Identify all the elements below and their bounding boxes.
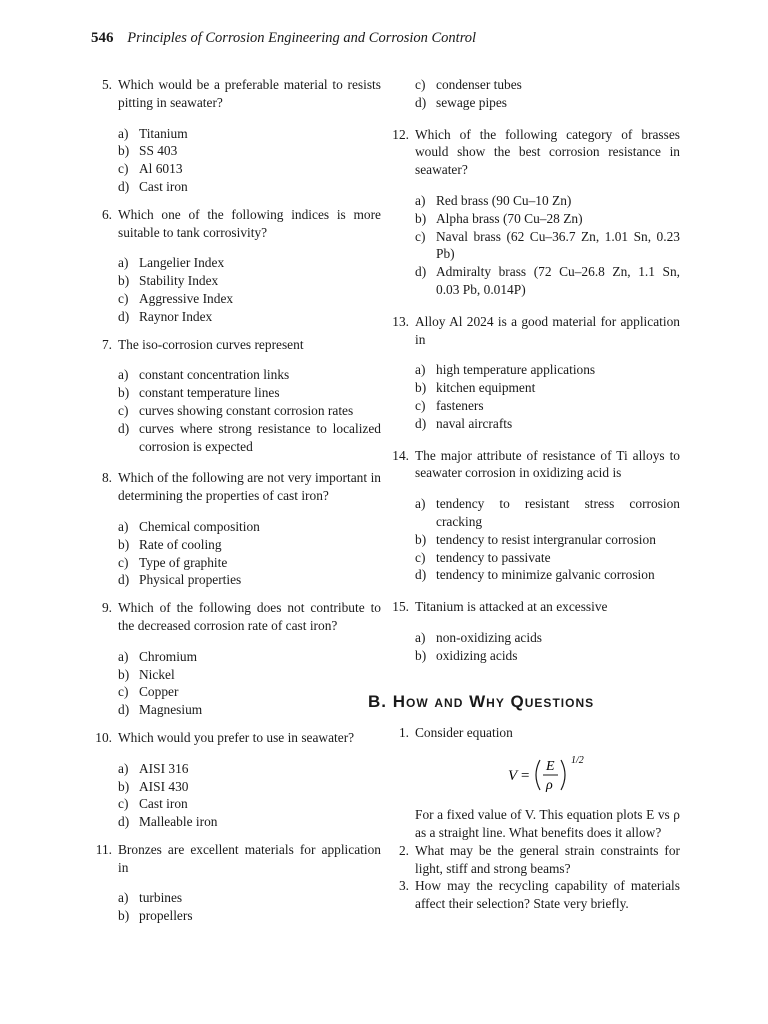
question-number: 13.: [392, 313, 409, 329]
option-text: Al 6013: [139, 161, 183, 177]
option-item: [91, 160, 381, 178]
option-item: [388, 397, 680, 415]
option-item: [91, 420, 381, 456]
option-item: [91, 254, 381, 272]
option-letter: a): [118, 125, 129, 141]
left-paren: [536, 760, 540, 790]
option-letter: a): [415, 496, 426, 512]
option-item: [388, 379, 680, 397]
option-text: condenser tubes: [436, 77, 522, 92]
question-text: Alloy Al 2024 is a good material for application in: [415, 313, 680, 347]
option-item: [91, 308, 381, 326]
option-item: [91, 813, 381, 831]
option-text: Aggressive Index: [139, 290, 234, 306]
question-number: 2.: [398, 842, 409, 858]
option-letter: b): [118, 143, 130, 159]
equation-exponent: 1/2: [571, 755, 584, 767]
question-9: [91, 599, 381, 719]
right-column: [368, 76, 680, 913]
option-letter: c): [118, 684, 129, 700]
option-letter: c): [118, 554, 129, 570]
equation: [420, 752, 680, 796]
question-number: 5.: [101, 77, 112, 92]
question-number: 12.: [392, 126, 409, 142]
question-8: [91, 469, 381, 589]
option-text: Type of graphite: [139, 554, 228, 570]
question-number: 14.: [392, 447, 409, 463]
option-text: Chromium: [139, 648, 198, 664]
option-text: sewage pipes: [436, 94, 508, 110]
option-letter: b): [118, 778, 130, 794]
option-letter: b): [118, 908, 130, 924]
option-letter: d): [415, 567, 427, 583]
question-text: What may be the general strain constraints for light, stiff and strong beams?: [415, 842, 680, 876]
option-list: [388, 192, 680, 299]
option-text: fasteners: [436, 397, 484, 413]
option-text: tendency to passivate: [436, 549, 551, 565]
option-item: [91, 683, 381, 701]
option-item: [388, 228, 680, 264]
option-item: [388, 629, 680, 647]
equation-denominator: ρ: [546, 778, 553, 794]
right-paren: [561, 760, 565, 790]
how-why-question-3: [388, 877, 680, 913]
option-letter: a): [118, 760, 129, 776]
option-item: [388, 495, 680, 531]
question-5: [91, 76, 381, 196]
option-letter: b): [118, 536, 130, 552]
option-text: curves where strong resistance to localized corrosion is expected: [139, 420, 381, 454]
question-text: Titanium is attacked at an excessive: [415, 599, 608, 615]
question-text: Consider equation: [415, 725, 513, 741]
option-text: high temperature applications: [436, 362, 596, 378]
question-text: For a fixed value of V. This equation plots E vs ρ as a straight line. What benefits does it allow?: [415, 807, 680, 840]
question-text: The major attribute of resistance of Ti alloys to seawater corrosion in oxidizing acid is: [415, 447, 680, 481]
question-text: Which of the following category of brasses would show the best corrosion resistance in seawater?: [415, 126, 680, 178]
option-item: [388, 647, 680, 665]
option-letter: d): [415, 264, 427, 280]
option-item: [388, 566, 680, 584]
option-item: [91, 402, 381, 420]
equation-lhs: V: [508, 768, 518, 785]
option-text: Stability Index: [139, 273, 219, 289]
question-11: [91, 841, 381, 925]
option-item: [91, 648, 381, 666]
option-text: propellers: [139, 908, 193, 924]
question-text: Which would you prefer to use in seawater?: [118, 729, 355, 745]
question-number: 11.: [95, 841, 112, 857]
option-text: Physical properties: [139, 572, 242, 588]
question-text: The iso-corrosion curves represent: [118, 336, 304, 352]
option-item: [91, 760, 381, 778]
option-item: [91, 536, 381, 554]
option-letter: a): [118, 367, 129, 383]
option-letter: b): [118, 666, 130, 682]
question-continuation: [388, 806, 680, 842]
question-text: Bronzes are excellent materials for application in: [118, 841, 381, 875]
option-text: constant concentration links: [139, 367, 290, 383]
option-letter: d): [415, 94, 427, 110]
option-text: Alpha brass (70 Cu–28 Zn): [436, 210, 583, 226]
option-item: [91, 142, 381, 160]
option-letter: a): [415, 192, 426, 208]
option-item: [388, 549, 680, 567]
question-number: 9.: [101, 600, 112, 616]
option-list: [91, 648, 381, 719]
option-list: [388, 495, 680, 584]
option-letter: b): [415, 210, 427, 226]
option-text: AISI 316: [139, 760, 189, 776]
option-text: Cast iron: [139, 796, 188, 812]
option-item: [388, 192, 680, 210]
option-letter: b): [415, 380, 427, 396]
option-text: Titanium: [139, 125, 188, 141]
option-text: turbines: [139, 890, 183, 906]
option-list: [91, 760, 381, 831]
option-item: [91, 125, 381, 143]
option-item: [388, 415, 680, 433]
left-column: [91, 76, 381, 925]
option-list: [91, 125, 381, 196]
option-letter: c): [118, 161, 129, 177]
option-item: [91, 178, 381, 196]
option-list: [388, 629, 680, 665]
option-letter: d): [118, 814, 130, 830]
option-item: [91, 778, 381, 796]
page-number: 546: [91, 30, 114, 46]
equation-graphic: [490, 752, 610, 796]
option-item: [91, 889, 381, 907]
option-letter: c): [415, 77, 426, 92]
option-text: Langelier Index: [139, 255, 225, 271]
option-letter: b): [118, 385, 130, 401]
option-text: non-oxidizing acids: [436, 629, 542, 645]
option-text: naval aircrafts: [436, 415, 513, 431]
option-text: oxidizing acids: [436, 647, 518, 663]
question-text: Which one of the following indices is more suitable to tank corrosivity?: [118, 206, 381, 240]
question-10: [91, 729, 381, 831]
option-letter: b): [415, 531, 427, 547]
option-letter: a): [415, 629, 426, 645]
book-title: Principles of Corrosion Engineering and Corrosion Control: [127, 30, 477, 46]
option-letter: c): [415, 397, 426, 413]
option-item: [91, 384, 381, 402]
option-list: [91, 889, 381, 925]
option-list: [91, 366, 381, 455]
option-text: Chemical composition: [139, 518, 260, 534]
option-text: tendency to resist intergranular corrosion: [436, 531, 656, 547]
option-letter: a): [118, 518, 129, 534]
option-letter: b): [415, 647, 427, 663]
option-letter: d): [415, 415, 427, 431]
option-letter: c): [415, 228, 426, 244]
option-item: [91, 666, 381, 684]
option-item: [388, 263, 680, 299]
question-number: 7.: [101, 336, 112, 352]
option-text: Admiralty brass (72 Cu–26.8 Zn, 1.1 Sn, 0.03 Pb, 0.014P): [436, 264, 680, 297]
option-letter: d): [118, 308, 130, 324]
option-list: [388, 361, 680, 432]
option-item: [388, 76, 680, 94]
option-text: Nickel: [139, 666, 175, 682]
question-number: 15.: [392, 599, 409, 615]
option-text: Naval brass (62 Cu–36.7 Zn, 1.01 Sn, 0.23 Pb): [436, 228, 680, 262]
option-text: Magnesium: [139, 702, 203, 718]
option-letter: d): [118, 702, 130, 718]
question-number: 3.: [398, 878, 409, 894]
option-letter: d): [118, 572, 130, 588]
option-letter: a): [118, 890, 129, 906]
option-item: [91, 795, 381, 813]
option-letter: a): [118, 255, 129, 271]
option-letter: b): [118, 273, 130, 289]
question-13: [388, 313, 680, 433]
option-text: Raynor Index: [139, 308, 213, 324]
question-7: [91, 336, 381, 456]
question-number: 8.: [101, 470, 112, 486]
option-letter: a): [415, 362, 426, 378]
option-text: SS 403: [139, 143, 178, 159]
option-item: [91, 554, 381, 572]
equation-equals: =: [520, 768, 531, 785]
option-letter: d): [118, 420, 130, 436]
question-15: [388, 598, 680, 664]
option-text: Cast iron: [139, 178, 188, 194]
option-text: curves showing constant corrosion rates: [139, 402, 354, 418]
option-text: Copper: [139, 684, 179, 700]
question-text: Which would be a preferable material to resists pitting in seawater?: [118, 77, 381, 110]
option-list: [91, 518, 381, 589]
how-why-question-2: [388, 842, 680, 878]
option-text: Malleable iron: [139, 814, 218, 830]
question-number: 6.: [101, 206, 112, 222]
option-item: [91, 701, 381, 719]
option-letter: c): [118, 290, 129, 306]
section-heading: B. How and Why Questions: [368, 691, 595, 711]
equation-numerator: E: [546, 759, 555, 775]
question-number: 10.: [95, 729, 112, 745]
option-text: Rate of cooling: [139, 536, 222, 552]
option-list-continued: [388, 76, 680, 112]
option-item: [388, 210, 680, 228]
option-list: [91, 254, 381, 325]
option-item: [91, 272, 381, 290]
question-text: How may the recycling capability of materials affect their selection? State very briefly.: [415, 878, 680, 912]
option-text: constant temperature lines: [139, 385, 280, 401]
question-6: [91, 206, 381, 326]
page-header: [91, 30, 476, 47]
option-letter: d): [118, 178, 130, 194]
question-number: 1.: [398, 725, 409, 741]
option-text: AISI 430: [139, 778, 189, 794]
option-letter: c): [118, 402, 129, 418]
option-item: [91, 366, 381, 384]
question-14: [388, 447, 680, 585]
option-item: [91, 907, 381, 925]
option-item: [388, 361, 680, 379]
option-letter: a): [118, 648, 129, 664]
option-item: [388, 531, 680, 549]
option-text: Red brass (90 Cu–10 Zn): [436, 192, 572, 208]
option-text: tendency to minimize galvanic corrosion: [436, 567, 655, 583]
option-letter: c): [415, 549, 426, 565]
option-text: kitchen equipment: [436, 380, 536, 396]
how-why-question-1: [388, 724, 680, 841]
option-item: [91, 571, 381, 589]
question-text: Which of the following does not contribute to the decreased corrosion rate of cast iron?: [118, 600, 381, 633]
question-text: Which of the following are not very important in determining the properties of cast iron?: [118, 470, 381, 504]
option-item: [91, 290, 381, 308]
option-text: tendency to resistant stress corrosion cracking: [436, 496, 680, 529]
option-item: [91, 518, 381, 536]
option-letter: c): [118, 796, 129, 812]
option-item: [388, 94, 680, 112]
question-12: [388, 126, 680, 299]
